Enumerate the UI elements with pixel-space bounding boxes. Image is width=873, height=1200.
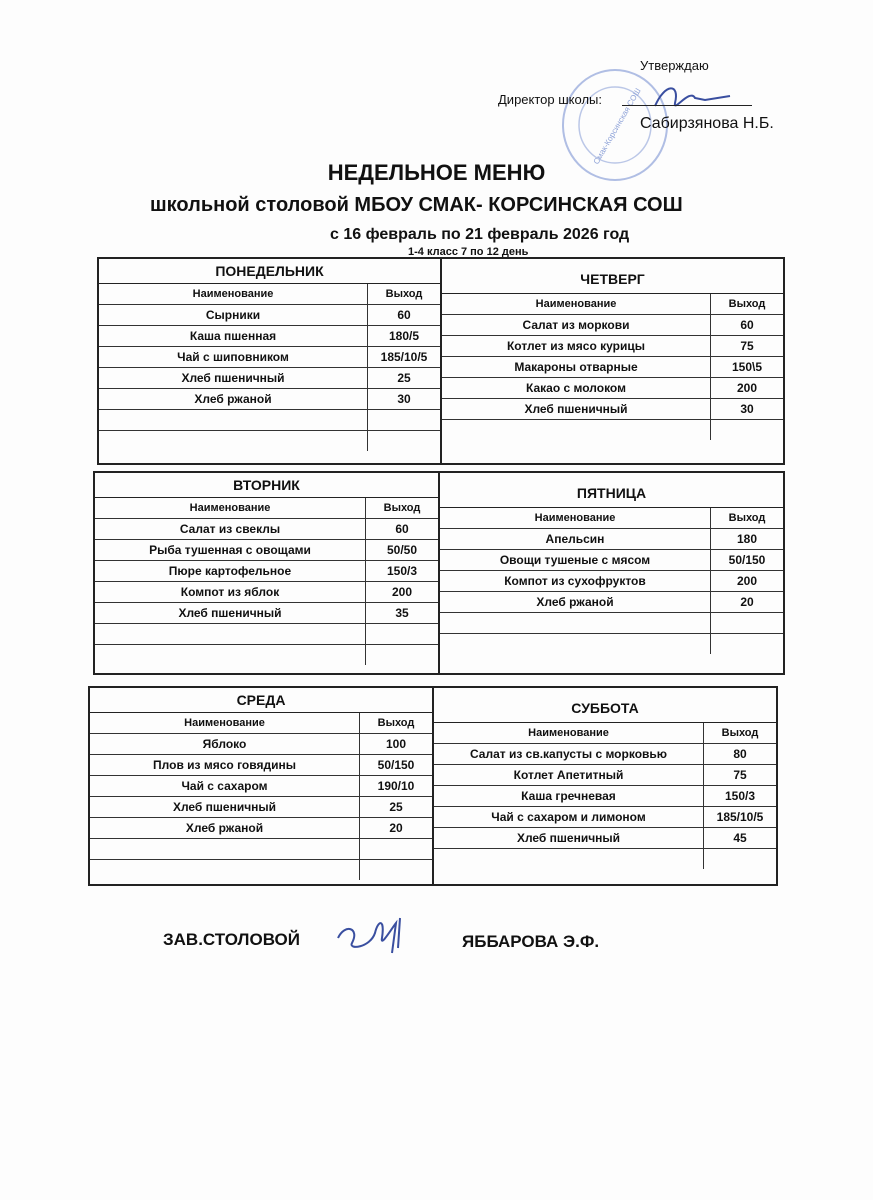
table-row (440, 592, 783, 613)
table-row (434, 744, 776, 765)
table-row (442, 378, 783, 399)
column-name-header: Наименование (99, 284, 368, 304)
dish-name: Салат из св.капусты с морковью (434, 744, 704, 764)
director-signature (645, 78, 735, 118)
table-row (90, 839, 432, 860)
dish-name: Салат из моркови (442, 315, 711, 335)
column-name-header: Наименование (434, 723, 704, 743)
dish-yield: 30 (397, 392, 411, 406)
column-yield-header: Выход (385, 288, 423, 300)
director-name: Сабирзянова Н.Б. (640, 115, 774, 132)
dish-yield (704, 849, 776, 869)
dish-name: Салат из свеклы (95, 519, 366, 539)
table-row (95, 624, 438, 645)
dish-name: Апельсин (440, 529, 711, 549)
dish-yield (368, 410, 440, 430)
table-row (434, 828, 776, 849)
column-yield-header: Выход (377, 717, 415, 729)
dish-yield: 20 (740, 595, 754, 609)
dish-yield (366, 645, 438, 665)
dish-name: Компот из яблок (95, 582, 366, 602)
dish-yield: 75 (740, 339, 754, 353)
day-title: ЧЕТВЕРГ (442, 259, 783, 294)
dish-yield: 30 (740, 402, 754, 416)
dish-name: Хлеб ржаной (99, 389, 368, 409)
dish-name: Хлеб пшеничный (434, 828, 704, 848)
column-name-header: Наименование (442, 294, 711, 314)
dish-yield: 20 (389, 821, 403, 835)
dish-yield (360, 839, 432, 859)
dish-yield (711, 634, 783, 654)
table-row (95, 645, 438, 665)
day-title: ВТОРНИК (95, 473, 438, 498)
dish-name: Плов из мясо говядины (90, 755, 360, 775)
dish-name (99, 410, 368, 430)
dish-yield: 200 (391, 585, 413, 599)
table-row (90, 755, 432, 776)
dish-name: Овощи тушеные с мясом (440, 550, 711, 570)
dish-name (434, 849, 704, 869)
column-header-row (95, 498, 438, 519)
table-row (90, 860, 432, 880)
dish-yield: 50/50 (386, 543, 418, 557)
period: с 16 февраль по 21 февраль 2026 год (330, 226, 630, 243)
table-row (95, 561, 438, 582)
table-row (99, 347, 440, 368)
dish-name (95, 624, 366, 644)
dish-name: Хлеб ржаной (90, 818, 360, 838)
day-title: ПЯТНИЦА (440, 473, 783, 508)
dish-name: Макароны отварные (442, 357, 711, 377)
day-table (99, 259, 440, 463)
dish-name: Хлеб пшеничный (95, 603, 366, 623)
dish-name (90, 860, 360, 880)
dish-yield: 25 (397, 371, 411, 385)
column-header-row (434, 723, 776, 744)
director-label: Директор школы: (498, 92, 602, 107)
table-row (95, 582, 438, 603)
canteen-head-name: ЯББАРОВА Э.Ф. (462, 932, 600, 951)
dish-name (99, 431, 368, 451)
table-row (90, 818, 432, 839)
table-row (99, 305, 440, 326)
page-subtitle: школьной столовой МБОУ СМАК- КОРСИНСКАЯ СОШ (150, 194, 683, 216)
dish-yield (711, 420, 783, 440)
table-row (99, 368, 440, 389)
canteen-head-role: ЗАВ.СТОЛОВОЙ (163, 930, 300, 949)
column-header-row (442, 294, 783, 315)
table-row (90, 776, 432, 797)
day-table (95, 473, 438, 673)
dish-name: Каша пшенная (99, 326, 368, 346)
dish-name: Сырники (99, 305, 368, 325)
table-row (99, 326, 440, 347)
menu-block-1 (97, 257, 785, 465)
dish-name: Чай с сахаром и лимоном (434, 807, 704, 827)
signature-line (622, 105, 752, 106)
day-table (438, 473, 783, 673)
menu-block-2 (93, 471, 785, 675)
table-row (95, 603, 438, 624)
dish-yield: 60 (740, 318, 754, 332)
dish-yield: 150/3 (724, 789, 756, 803)
dish-name: Хлеб пшеничный (90, 797, 360, 817)
dish-name (90, 839, 360, 859)
table-row (440, 613, 783, 634)
dish-yield: 25 (389, 800, 403, 814)
dish-name (442, 420, 711, 440)
canteen-head-signature (330, 908, 420, 958)
svg-text:Смак-Корсинская СОШ: Смак-Корсинская СОШ (591, 86, 643, 166)
table-row (440, 571, 783, 592)
day-table (432, 688, 776, 884)
column-yield-header: Выход (728, 298, 766, 310)
dish-name: Пюре картофельное (95, 561, 366, 581)
table-row (442, 357, 783, 378)
dish-yield: 150/3 (386, 564, 418, 578)
dish-yield: 185/10/5 (716, 810, 764, 824)
column-header-row (90, 713, 432, 734)
column-yield-header: Выход (721, 727, 759, 739)
column-yield-header: Выход (383, 502, 421, 514)
day-title: СРЕДА (90, 688, 432, 713)
table-row (434, 765, 776, 786)
dish-name: Каша гречневая (434, 786, 704, 806)
dish-name: Рыба тушенная с овощами (95, 540, 366, 560)
dish-yield (368, 431, 440, 451)
table-row (99, 431, 440, 451)
column-name-header: Наименование (440, 508, 711, 528)
dish-name: Яблоко (90, 734, 360, 754)
column-header-row (440, 508, 783, 529)
day-title: ПОНЕДЕЛЬНИК (99, 259, 440, 284)
table-row (99, 410, 440, 431)
day-table (90, 688, 432, 884)
menu-block-3 (88, 686, 778, 886)
table-row (434, 807, 776, 828)
table-row (442, 399, 783, 420)
dish-name: Котлет Апетитный (434, 765, 704, 785)
table-row (90, 734, 432, 755)
dish-name: Какао с молоком (442, 378, 711, 398)
dish-yield: 190/10 (377, 779, 415, 793)
table-row (99, 389, 440, 410)
dish-yield (711, 613, 783, 633)
grade-info: 1-4 класс 7 по 12 день (408, 246, 529, 258)
table-row (440, 550, 783, 571)
table-row (442, 315, 783, 336)
dish-yield (360, 860, 432, 880)
dish-yield: 60 (395, 522, 409, 536)
day-table (440, 259, 783, 463)
dish-yield (366, 624, 438, 644)
dish-name: Хлеб пшеничный (442, 399, 711, 419)
dish-yield: 80 (733, 747, 747, 761)
dish-name: Компот из сухофруктов (440, 571, 711, 591)
dish-name: Хлеб пшеничный (99, 368, 368, 388)
page-title: НЕДЕЛЬНОЕ МЕНЮ (327, 160, 546, 185)
column-yield-header: Выход (728, 512, 766, 524)
column-name-header: Наименование (90, 713, 360, 733)
table-row (442, 420, 783, 440)
day-title: СУББОТА (434, 688, 776, 723)
dish-name: Котлет из мясо курицы (442, 336, 711, 356)
table-row (90, 797, 432, 818)
dish-yield: 150\5 (731, 360, 763, 374)
dish-yield: 200 (736, 381, 758, 395)
table-row (95, 540, 438, 561)
dish-yield: 185/10/5 (380, 350, 428, 364)
table-row (440, 634, 783, 654)
dish-name: Чай с сахаром (90, 776, 360, 796)
dish-name (440, 613, 711, 633)
table-row (440, 529, 783, 550)
dish-yield: 180 (736, 532, 758, 546)
dish-name: Хлеб ржаной (440, 592, 711, 612)
dish-yield: 180/5 (388, 329, 420, 343)
dish-yield: 200 (736, 574, 758, 588)
column-name-header: Наименование (95, 498, 366, 518)
dish-yield: 45 (733, 831, 747, 845)
table-row (434, 786, 776, 807)
dish-yield: 35 (395, 606, 409, 620)
dish-name (95, 645, 366, 665)
table-row (95, 519, 438, 540)
dish-name: Чай с шиповником (99, 347, 368, 367)
table-row (442, 336, 783, 357)
column-header-row (99, 284, 440, 305)
dish-yield: 75 (733, 768, 747, 782)
dish-yield: 60 (397, 308, 411, 322)
dish-name (440, 634, 711, 654)
table-row (434, 849, 776, 869)
approve-label: Утверждаю (640, 58, 709, 73)
dish-yield: 50/150 (377, 758, 415, 772)
dish-yield: 50/150 (728, 553, 766, 567)
dish-yield: 100 (385, 737, 407, 751)
